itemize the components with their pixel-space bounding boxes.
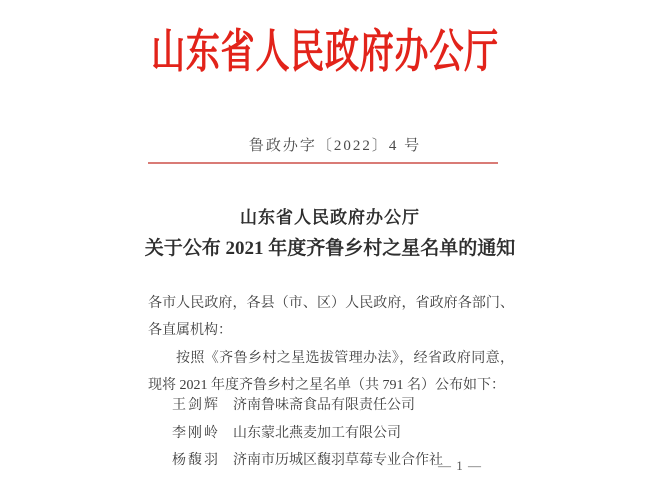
recipient-organization: 济南市历城区馥羽草莓专业合作社 xyxy=(233,453,443,468)
list-item xyxy=(172,420,514,448)
document-title xyxy=(135,203,525,264)
recipient-name: 王剑辉 xyxy=(172,398,220,413)
document-number: 鲁政办字〔2022〕4 号 xyxy=(248,138,422,154)
recipient-organization: 济南鲁味斋食品有限责任公司 xyxy=(233,398,415,413)
masthead-title: 山东省人民政府办公厅 xyxy=(151,26,499,77)
intro-paragraph: 按照《齐鲁乡村之星选拔管理办法》，经省政府同意，现将 2021 年度齐鲁乡村之星名单（共 791 名）公布如下： xyxy=(148,350,514,393)
page-number: — 1 — xyxy=(438,458,482,473)
list-item xyxy=(172,392,514,420)
recipient-name: 杨馥羽 xyxy=(172,453,220,468)
salutation-paragraph: 各市人民政府，各县（市、区）人民政府，省政府各部门、各直属机构： xyxy=(148,296,514,339)
red-divider-line xyxy=(148,162,498,164)
document-title-line1: 山东省人民政府办公厅 xyxy=(240,208,420,227)
document-title-line2: 关于公布 2021 年度齐鲁乡村之星名单的通知 xyxy=(144,238,516,259)
recipient-organization: 山东蒙北燕麦加工有限公司 xyxy=(233,425,401,441)
document-body xyxy=(148,290,514,399)
recipient-name: 李刚岭 xyxy=(172,425,220,441)
